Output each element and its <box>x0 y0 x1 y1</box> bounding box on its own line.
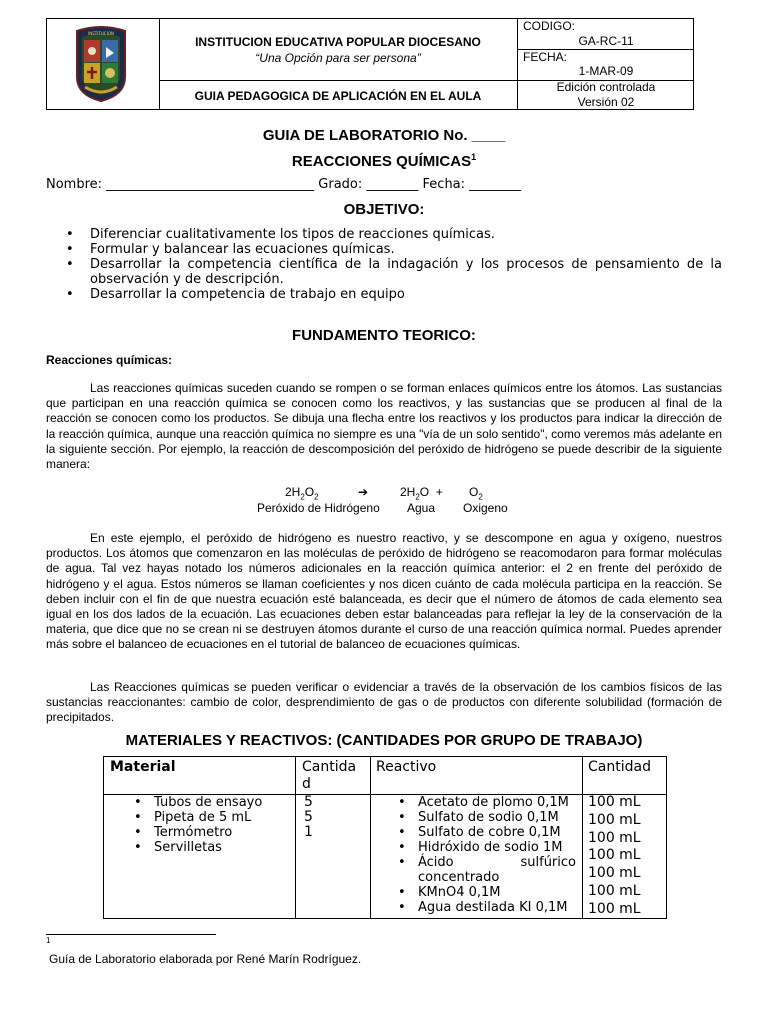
date-value: 1-MAR-09 <box>578 64 634 78</box>
list-item: • Servilletas <box>130 840 290 855</box>
column-header-material: Material <box>110 759 176 775</box>
divider <box>370 757 371 918</box>
material-quantities <box>304 795 313 840</box>
list-item: • Desarrollar la competencia científica de la indagación y los procesos de pensamiento de la observación y de descripción. <box>66 257 722 287</box>
theory-paragraph-1 <box>46 381 722 472</box>
equation-reactant: $2H_2O_2$ <box>285 485 319 502</box>
student-info-row: Nombre: ________________________________ Grado: ________ Fecha: ________ <box>46 177 522 192</box>
column-header-reagent-quantity: Cantidad <box>588 759 651 775</box>
divider <box>295 757 296 918</box>
label-reactant: Peróxido de Hidrógeno <box>257 501 380 515</box>
column-header-reagent: Reactivo <box>376 759 437 775</box>
code-label: CODIGO: <box>523 19 576 33</box>
list-item: • KMnO4 0,1M <box>394 885 576 900</box>
date-label: FECHA: <box>523 50 568 64</box>
materials-table <box>103 756 667 919</box>
list-item: • Tubos de ensayo <box>130 795 290 810</box>
guide-title: GUIA DE LABORATORIO No. ____ <box>262 127 506 144</box>
list-item: • Desarrollar la competencia de trabajo en equipo <box>66 287 722 302</box>
label-oxygen: Oxigeno <box>463 501 508 515</box>
equation-product-oxygen: $O_2$ <box>469 485 483 502</box>
objective-heading: OBJETIVO: <box>343 201 425 218</box>
footnote-ref: 1 <box>471 152 477 162</box>
materials-heading: MATERIALES Y REACTIVOS: (CANTIDADES POR GRUPO DE TRABAJO) <box>125 732 643 749</box>
institution-logo <box>75 25 127 103</box>
list-item: • Termómetro <box>130 825 290 840</box>
list-item: 5 <box>304 794 313 810</box>
list-item: • Hidróxido de sodio 1M <box>394 840 576 855</box>
header-table <box>46 18 694 110</box>
list-item: • Ácido sulfúrico concentrado <box>394 855 576 885</box>
list-item: • Formular y balancear las ecuaciones químicas. <box>66 242 722 257</box>
theory-paragraph-3 <box>46 680 722 726</box>
theory-paragraph-2 <box>46 531 722 653</box>
list-item: 5 <box>304 809 313 825</box>
list-item: 100 mL <box>588 794 641 810</box>
footnote-marker: 1 <box>46 936 51 945</box>
reaction-arrow: ➔ <box>358 485 369 499</box>
list-item: • Sulfato de cobre 0,1M <box>394 825 576 840</box>
topic-title <box>0 152 768 170</box>
theory-heading: FUNDAMENTO TEORICO: <box>292 327 476 344</box>
topic-title-text: REACCIONES QUÍMICAS <box>291 153 472 170</box>
list-item: 100 mL <box>588 865 641 882</box>
list-item: • Diferenciar cualitativamente los tipos de reacciones químicas. <box>66 227 722 242</box>
code-value: GA-RC-11 <box>578 34 634 48</box>
logo-lettering: INSTITUCION <box>88 31 114 36</box>
guide-type: GUIA PEDAGOGICA DE APLICACIÓN EN EL AULA <box>194 89 482 103</box>
reagents-list <box>394 795 576 915</box>
label-water: Agua <box>407 501 436 515</box>
divider <box>582 757 583 918</box>
objectives-list <box>66 227 722 302</box>
list-item: • Agua destilada KI 0,1M <box>394 900 576 915</box>
list-item: 100 mL <box>588 882 641 899</box>
list-item: • Pipeta de 5 mL <box>130 810 290 825</box>
institution-name: INSTITUCION EDUCATIVA POPULAR DIOCESANO <box>195 35 481 49</box>
footnote-separator <box>46 934 216 935</box>
version-label: Versión 02 <box>577 95 635 109</box>
list-item: 100 mL <box>588 847 641 864</box>
paragraph-text: Las reacciones químicas suceden cuando se rompen o se forman enlaces químicos entre los átomos. Las sustancias que participan en una reacción química se conocen como los reactivos, y las sustancias que se producen al final de la reacción se conocen como los productos. Se dibuja una flecha entre los reactivos y los productos para indicar la dirección de la reacción química, aunque una reacción química no siempre es una "vía de un solo sentido", como veremos más adelante en la siguiente sección. Por ejemplo, la reacción de descomposición del peróxido de hidrógeno se puede describir de la siguiente manera: <box>46 381 722 472</box>
paragraph-text: En este ejemplo, el peróxido de hidrógeno es nuestro reactivo, y se descompone en agua y oxígeno, nuestros productos. Los átomos que comenzaron en las moléculas de peróxido de hidrógeno se reacomodaron para formar moléculas de agua. Tal vez hayas notado los números adicionales en la reacción química anterior: el 2 en frente del peróxido de hidrógeno y el agua. Estos números se llaman coeficientes y nos dicen cuánto de cada molécula participa en la reacción. Se deben incluir con el fin de que nuestra ecuación esté balanceada, es decir que el número de átomos de cada elemento sea igual en los dos lados de la ecuación. Las ecuaciones deben estar balanceadas para reflejar la ley de la conservación de la materia, que dice que no se crean ni se destruyen átomos durante el curso de una reacción química normal. Puedes aprender más sobre el balanceo de ecuaciones en el tutorial de balanceo de ecuaciones químicas. <box>46 531 722 652</box>
institution-motto: “Una Opción para ser persona” <box>255 51 421 65</box>
list-item: 100 mL <box>588 829 641 846</box>
footnote-text: Guía de Laboratorio elaborada por René Marín Rodríguez. <box>49 952 362 966</box>
materials-list <box>130 795 290 855</box>
edition-label: Edición controlada <box>556 80 656 94</box>
reagent-quantities <box>588 794 641 919</box>
list-item: 1 <box>304 824 313 840</box>
theory-subheading: Reacciones químicas: <box>46 353 173 367</box>
list-item: • Sulfato de sodio 0,1M <box>394 810 576 825</box>
equation-product-water: $2H_2O$ + <box>400 485 443 502</box>
list-item: • Acetato de plomo 0,1M <box>394 795 576 810</box>
list-item: 100 mL <box>588 811 641 828</box>
list-item: 100 mL <box>588 900 641 917</box>
paragraph-text: Las Reacciones químicas se pueden verificar o evidenciar a través de la observación de los cambios físicos de las sustancias reaccionantes: cambio de color, desprendimiento de gas o de productos con diferente solubilidad (formación de precipitados. <box>46 680 722 725</box>
column-header-quantity: Cantida d <box>302 759 357 792</box>
